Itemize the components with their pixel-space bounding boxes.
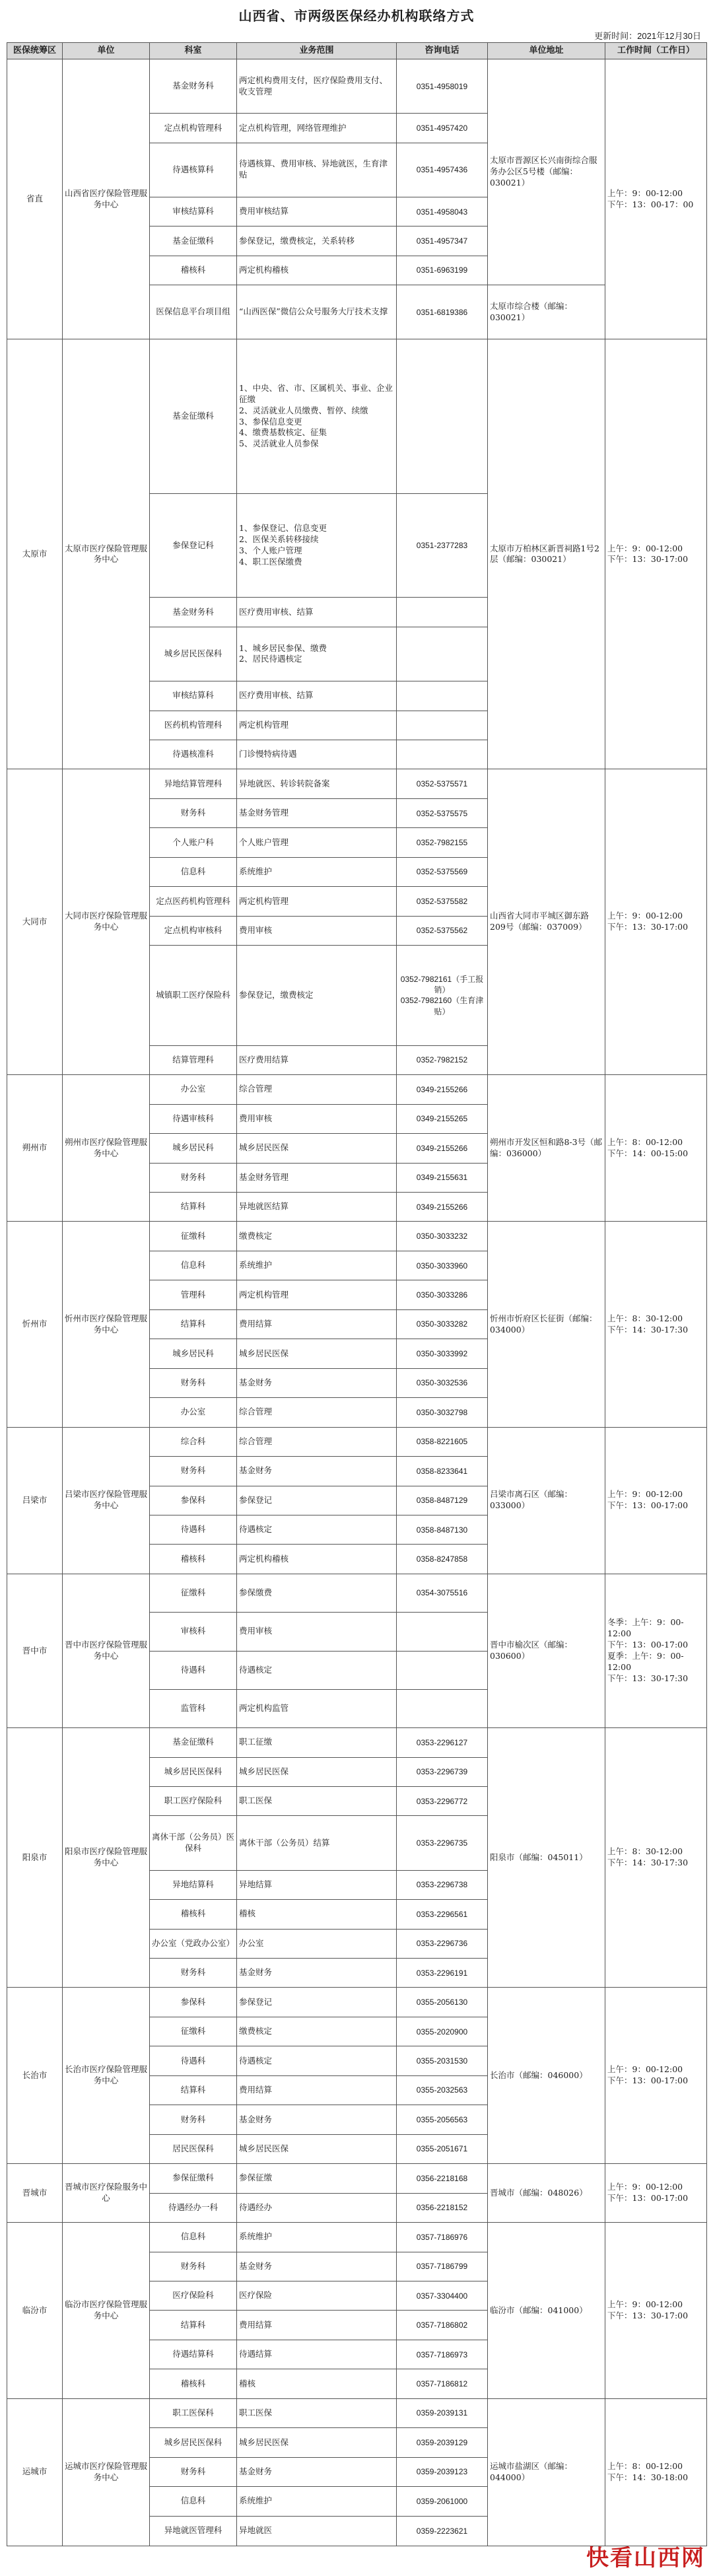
table-row xyxy=(7,2398,707,2427)
unit-cell: 临汾市医疗保险管理服务中心 xyxy=(63,2223,150,2399)
phone-cell: 0356-2218152 xyxy=(397,2193,488,2222)
table-body xyxy=(7,59,707,2546)
scope-cell: 医疗费用结算 xyxy=(237,1045,397,1074)
dept-cell: 结算科 xyxy=(150,1309,237,1339)
unit-cell: 太原市医疗保险管理服务中心 xyxy=(63,339,150,769)
phone-cell: 0353-2296735 xyxy=(397,1816,488,1870)
phone-cell: 0359-2039131 xyxy=(397,2398,488,2427)
phone-cell xyxy=(397,627,488,681)
phone-cell: 0351-6963199 xyxy=(397,256,488,285)
scope-cell: 职工医保 xyxy=(237,2398,397,2427)
hours-cell: 上午：9：00-12:00 下午：13：30-17:00 xyxy=(605,769,707,1075)
scope-cell: 两定机构管理 xyxy=(237,711,397,740)
dept-cell: 城乡居民医保科 xyxy=(150,2428,237,2457)
dept-cell: 待遇经办一科 xyxy=(150,2193,237,2222)
scope-cell: 职工征缴 xyxy=(237,1728,397,1757)
dept-cell: 异地就医管理科 xyxy=(150,2516,237,2546)
dept-cell: 财务科 xyxy=(150,1959,237,1988)
dept-cell: 财务科 xyxy=(150,1457,237,1486)
dept-cell: 征缴科 xyxy=(150,2017,237,2046)
region-cell: 阳泉市 xyxy=(7,1728,63,1988)
scope-cell: 个人账户管理 xyxy=(237,828,397,857)
dept-cell: 财务科 xyxy=(150,2457,237,2486)
scope-cell: 城乡居民医保 xyxy=(237,2134,397,2163)
phone-cell: 0352-7982155 xyxy=(397,828,488,857)
dept-cell: 基金财务科 xyxy=(150,59,237,114)
dept-cell: 征缴科 xyxy=(150,1574,237,1612)
scope-cell: 城乡居民医保 xyxy=(237,2428,397,2457)
scope-cell: 离休干部（公务员）结算 xyxy=(237,1816,397,1870)
address-cell: 晋中市榆次区（邮编：030600） xyxy=(488,1574,605,1727)
scope-cell: 费用审核 xyxy=(237,1104,397,1133)
phone-cell: 0355-2056130 xyxy=(397,1988,488,2017)
phone-cell: 0357-7186976 xyxy=(397,2223,488,2252)
phone-cell: 0355-2020900 xyxy=(397,2017,488,2046)
dept-cell: 待遇科 xyxy=(150,2046,237,2075)
phone-cell: 0353-2296736 xyxy=(397,1929,488,1958)
phone-cell: 0352-5375582 xyxy=(397,887,488,916)
dept-cell: 城乡居民医保科 xyxy=(150,1757,237,1786)
scope-cell: 参保登记 xyxy=(237,1486,397,1515)
scope-cell: 系统维护 xyxy=(237,857,397,886)
dept-cell: 信息科 xyxy=(150,2223,237,2252)
scope-cell: 医疗费用审核、结算 xyxy=(237,598,397,627)
dept-cell: 信息科 xyxy=(150,2487,237,2516)
table-header-row xyxy=(7,43,707,59)
phone-cell: 0354-3075516 xyxy=(397,1574,488,1612)
scope-cell: 职工医保 xyxy=(237,1787,397,1816)
region-cell: 运城市 xyxy=(7,2398,63,2546)
scope-cell: 异地就医结算 xyxy=(237,1193,397,1222)
dept-cell: 基金财务科 xyxy=(150,598,237,627)
hours-cell: 上午：9：00-12:00 下午：13：00-17:00 xyxy=(605,1988,707,2164)
update-time: 更新时间：2021年12月30日 xyxy=(594,31,701,41)
scope-cell: 参保登记，缴费核定 xyxy=(237,946,397,1046)
scope-cell: 参保征缴 xyxy=(237,2164,397,2193)
dept-cell: 监管科 xyxy=(150,1689,237,1727)
scope-cell: 定点机构管理，网络管理维护 xyxy=(237,114,397,143)
scope-cell: 基金财务 xyxy=(237,1457,397,1486)
unit-cell: 忻州市医疗保险管理服务中心 xyxy=(63,1222,150,1427)
scope-cell: 待遇核定 xyxy=(237,2046,397,2075)
dept-cell: 稽核科 xyxy=(150,1900,237,1929)
hours-cell: 上午：8：30-12:00 下午：14：30-17:30 xyxy=(605,1222,707,1427)
dept-cell: 基金征缴科 xyxy=(150,1728,237,1757)
phone-cell: 0353-2296772 xyxy=(397,1787,488,1816)
dept-cell: 财务科 xyxy=(150,2252,237,2281)
scope-cell: 基金财务 xyxy=(237,1959,397,1988)
address-cell: 晋城市（邮编：048026） xyxy=(488,2164,605,2223)
scope-cell: 系统维护 xyxy=(237,2487,397,2516)
dept-cell: 财务科 xyxy=(150,1368,237,1397)
phone-cell: 0358-8247858 xyxy=(397,1545,488,1574)
dept-cell: 待遇科 xyxy=(150,1651,237,1689)
header-cell: 单位地址 xyxy=(488,43,605,59)
scope-cell: 两定机构管理 xyxy=(237,887,397,916)
table-row xyxy=(7,2223,707,2252)
scope-cell: 综合管理 xyxy=(237,1398,397,1427)
dept-cell: 基金征缴科 xyxy=(150,226,237,256)
phone-cell: 0355-2051671 xyxy=(397,2134,488,2163)
watermark-logo: 快看山西网 xyxy=(586,2546,705,2571)
address-cell: 山西省大同市平城区御东路209号（邮编：037009） xyxy=(488,769,605,1075)
phone-cell: 0359-2061000 xyxy=(397,2487,488,2516)
scope-cell: 两定机构稽核 xyxy=(237,256,397,285)
dept-cell: 定点医药机构管理科 xyxy=(150,887,237,916)
region-cell: 省直 xyxy=(7,59,63,339)
phone-cell: 0349-2155266 xyxy=(397,1134,488,1163)
phone-cell: 0353-2296191 xyxy=(397,1959,488,1988)
scope-cell: 1、城乡居民参保、缴费 2、居民待遇核定 xyxy=(237,627,397,681)
phone-cell: 0352-7982152 xyxy=(397,1045,488,1074)
scope-cell: 费用审核结算 xyxy=(237,197,397,226)
unit-cell: 晋中市医疗保险管理服务中心 xyxy=(63,1574,150,1727)
scope-cell: 待遇结算 xyxy=(237,2340,397,2369)
region-cell: 晋城市 xyxy=(7,2164,63,2223)
dept-cell: 城乡居民医保科 xyxy=(150,627,237,681)
phone-cell: 0352-7982161（手工报销） 0352-7982160（生育津贴） xyxy=(397,946,488,1046)
scope-cell: 基金财务 xyxy=(237,2105,397,2134)
scope-cell: 稽核 xyxy=(237,1900,397,1929)
dept-cell: 医保信息平台项目组 xyxy=(150,285,237,339)
scope-cell: 费用结算 xyxy=(237,1309,397,1339)
dept-cell: 待遇科 xyxy=(150,1515,237,1545)
dept-cell: 稽核科 xyxy=(150,2369,237,2398)
dept-cell: 职工医保科 xyxy=(150,2398,237,2427)
address-cell: 朔州市开发区恒和路8-3号（邮编：036000） xyxy=(488,1075,605,1222)
region-cell: 大同市 xyxy=(7,769,63,1075)
scope-cell: 费用审核 xyxy=(237,1613,397,1651)
scope-cell: 待遇经办 xyxy=(237,2193,397,2222)
scope-cell: 1、参保登记、信息变更 2、医保关系转移接续 3、个人账户管理 4、职工医保缴费 xyxy=(237,493,397,598)
hours-cell: 上午：9：00-12:00 下午：13：30-17:00 xyxy=(605,339,707,769)
phone-cell xyxy=(397,1651,488,1689)
phone-cell: 0351-6819386 xyxy=(397,285,488,339)
dept-cell: 职工医疗保险科 xyxy=(150,1787,237,1816)
scope-cell: 参保登记，缴费核定，关系转移 xyxy=(237,226,397,256)
address-cell: 太原市综合楼（邮编：030021） xyxy=(488,285,605,339)
phone-cell: 0356-2218168 xyxy=(397,2164,488,2193)
phone-cell: 0358-8233641 xyxy=(397,1457,488,1486)
phone-cell: 0357-7186799 xyxy=(397,2252,488,2281)
phone-cell: 0350-3033960 xyxy=(397,1251,488,1280)
dept-cell: 审核结算科 xyxy=(150,681,237,711)
region-cell: 临汾市 xyxy=(7,2223,63,2399)
phone-cell: 0351-4957347 xyxy=(397,226,488,256)
table-row xyxy=(7,1222,707,1251)
scope-cell: 基金财务管理 xyxy=(237,1163,397,1192)
dept-cell: 医疗保险科 xyxy=(150,2281,237,2311)
unit-cell: 朔州市医疗保险管理服务中心 xyxy=(63,1075,150,1222)
dept-cell: 结算科 xyxy=(150,2311,237,2340)
phone-cell: 0357-7186802 xyxy=(397,2311,488,2340)
scope-cell: 异地结算 xyxy=(237,1870,397,1899)
hours-cell: 上午：8：00-12:00 下午：14：00-15:00 xyxy=(605,1075,707,1222)
dept-cell: 信息科 xyxy=(150,857,237,886)
phone-cell: 0351-4957436 xyxy=(397,143,488,197)
dept-cell: 财务科 xyxy=(150,1163,237,1192)
phone-cell: 0359-2039129 xyxy=(397,2428,488,2457)
unit-cell: 大同市医疗保险管理服务中心 xyxy=(63,769,150,1075)
scope-cell: 门诊慢特病待遇 xyxy=(237,740,397,769)
phone-cell: 0350-3032536 xyxy=(397,1368,488,1397)
phone-cell: 0355-2056563 xyxy=(397,2105,488,2134)
region-cell: 晋中市 xyxy=(7,1574,63,1727)
hours-cell: 上午：8：30-12:00 下午：14：30-17:30 xyxy=(605,1728,707,1988)
dept-cell: 稽核科 xyxy=(150,256,237,285)
dept-cell: 异地结算管理科 xyxy=(150,769,237,798)
dept-cell: 办公室 xyxy=(150,1075,237,1104)
phone-cell xyxy=(397,598,488,627)
scope-cell: 费用结算 xyxy=(237,2311,397,2340)
scope-cell: 参保缴费 xyxy=(237,1574,397,1612)
scope-cell: 医疗费用审核、结算 xyxy=(237,681,397,711)
dept-cell: 定点机构审核科 xyxy=(150,916,237,945)
hours-cell: 上午：8：00-12:00 下午：14：30-18:00 xyxy=(605,2398,707,2546)
unit-cell: 阳泉市医疗保险管理服务中心 xyxy=(63,1728,150,1988)
phone-cell: 0351-4958019 xyxy=(397,59,488,114)
scope-cell: 基金财务 xyxy=(237,1368,397,1397)
phone-cell: 0351-2377283 xyxy=(397,493,488,598)
phone-cell xyxy=(397,1613,488,1651)
dept-cell: 待遇审核科 xyxy=(150,1104,237,1133)
phone-cell: 0355-2031530 xyxy=(397,2046,488,2075)
scope-cell: 1、中央、省、市、区属机关、事业、企业征缴 2、灵活就业人员缴费、暂停、续缴 3、参保信息变更 4、缴费基数核定、征集 5、灵活就业人员参保 xyxy=(237,339,397,493)
phone-cell: 0349-2155265 xyxy=(397,1104,488,1133)
table-row xyxy=(7,1988,707,2017)
address-cell: 吕梁市离石区（邮编：033000） xyxy=(488,1427,605,1574)
dept-cell: 离休干部（公务员）医保科 xyxy=(150,1816,237,1870)
table-row xyxy=(7,1728,707,1757)
phone-cell: 0351-4957420 xyxy=(397,114,488,143)
dept-cell: 医药机构管理科 xyxy=(150,711,237,740)
unit-cell: 长治市医疗保险管理服务中心 xyxy=(63,1988,150,2164)
region-cell: 吕梁市 xyxy=(7,1427,63,1574)
hours-cell: 上午：9：00-12:00 下午：13：00-17:00 xyxy=(605,1427,707,1574)
phone-cell: 0352-5375562 xyxy=(397,916,488,945)
phone-cell: 0357-7186812 xyxy=(397,2369,488,2398)
scope-cell: 参保登记 xyxy=(237,1988,397,2017)
scope-cell: 待遇核定 xyxy=(237,1651,397,1689)
phone-cell xyxy=(397,1689,488,1727)
dept-cell: 城乡居民科 xyxy=(150,1339,237,1368)
header-cell: 医保统筹区 xyxy=(7,43,63,59)
dept-cell: 待遇结算科 xyxy=(150,2340,237,2369)
scope-cell: 异地就医 xyxy=(237,2516,397,2546)
unit-cell: 山西省医疗保险管理服务中心 xyxy=(63,59,150,339)
header-cell: 工作时间（工作日） xyxy=(605,43,707,59)
phone-cell: 0352-5375569 xyxy=(397,857,488,886)
scope-cell: 两定机构管理 xyxy=(237,1280,397,1309)
address-cell: 太原市万柏林区新晋祠路1号2层（邮编：030021） xyxy=(488,339,605,769)
header-cell: 业务范围 xyxy=(237,43,397,59)
dept-cell: 待遇核算科 xyxy=(150,143,237,197)
phone-cell: 0350-3033992 xyxy=(397,1339,488,1368)
scope-cell: 缴费核定 xyxy=(237,2017,397,2046)
phone-cell: 0350-3033232 xyxy=(397,1222,488,1251)
region-cell: 太原市 xyxy=(7,339,63,769)
region-cell: 忻州市 xyxy=(7,1222,63,1427)
scope-cell: 综合管理 xyxy=(237,1075,397,1104)
table-row xyxy=(7,2164,707,2193)
phone-cell: 0357-3304400 xyxy=(397,2281,488,2311)
address-cell: 阳泉市（邮编：045011） xyxy=(488,1728,605,1988)
phone-cell: 0355-2032563 xyxy=(397,2075,488,2105)
phone-cell: 0353-2296561 xyxy=(397,1900,488,1929)
dept-cell: 财务科 xyxy=(150,2105,237,2134)
header-cell: 科室 xyxy=(150,43,237,59)
phone-cell: 0353-2296127 xyxy=(397,1728,488,1757)
dept-cell: 财务科 xyxy=(150,798,237,827)
scope-cell: 系统维护 xyxy=(237,1251,397,1280)
phone-cell: 0351-4958043 xyxy=(397,197,488,226)
address-cell: 运城市盐湖区（邮编：044000） xyxy=(488,2398,605,2546)
dept-cell: 参保科 xyxy=(150,1486,237,1515)
scope-cell: 异地就医、转诊转院备案 xyxy=(237,769,397,798)
phone-cell: 0357-7186973 xyxy=(397,2340,488,2369)
scope-cell: 两定机构监管 xyxy=(237,1689,397,1727)
scope-cell: “山西医保”微信公众号服务大厅技术支撑 xyxy=(237,285,397,339)
dept-cell: 办公室 xyxy=(150,1398,237,1427)
phone-cell: 0358-8487130 xyxy=(397,1515,488,1545)
dept-cell: 参保征缴科 xyxy=(150,2164,237,2193)
dept-cell: 城乡居民科 xyxy=(150,1134,237,1163)
scope-cell: 稽核 xyxy=(237,2369,397,2398)
page-title: 山西省、市两级医保经办机构联络方式 xyxy=(238,8,475,24)
scope-cell: 医疗保险 xyxy=(237,2281,397,2311)
phone-cell: 0353-2296739 xyxy=(397,1757,488,1786)
phone-cell: 0352-5375571 xyxy=(397,769,488,798)
phone-cell: 0358-8221605 xyxy=(397,1427,488,1456)
unit-cell: 吕梁市医疗保险管理服务中心 xyxy=(63,1427,150,1574)
scope-cell: 城乡居民医保 xyxy=(237,1339,397,1368)
dept-cell: 信息科 xyxy=(150,1251,237,1280)
phone-cell: 0359-2039123 xyxy=(397,2457,488,2486)
table-row xyxy=(7,1075,707,1104)
dept-cell: 异地结算科 xyxy=(150,1870,237,1899)
phone-cell xyxy=(397,740,488,769)
phone-cell: 0349-2155266 xyxy=(397,1075,488,1104)
scope-cell: 综合管理 xyxy=(237,1427,397,1456)
scope-cell: 办公室 xyxy=(237,1929,397,1958)
scope-cell: 缴费核定 xyxy=(237,1222,397,1251)
scope-cell: 城乡居民医保 xyxy=(237,1757,397,1786)
address-cell: 忻州市忻府区长征街（邮编：034000） xyxy=(488,1222,605,1427)
dept-cell: 审核结算科 xyxy=(150,197,237,226)
phone-cell: 0352-5375575 xyxy=(397,798,488,827)
scope-cell: 基金财务 xyxy=(237,2457,397,2486)
address-cell: 长治市（邮编：046000） xyxy=(488,1988,605,2164)
dept-cell: 稽核科 xyxy=(150,1545,237,1574)
dept-cell: 参保登记科 xyxy=(150,493,237,598)
contact-table xyxy=(7,42,707,2546)
dept-cell: 居民医保科 xyxy=(150,2134,237,2163)
scope-cell: 两定机构稽核 xyxy=(237,1545,397,1574)
phone-cell: 0350-3033286 xyxy=(397,1280,488,1309)
hours-cell: 上午：9：00-12:00 下午：13：00-17：00 xyxy=(605,59,707,339)
scope-cell: 待遇核算、费用审核、异地就医，生育津贴 xyxy=(237,143,397,197)
dept-cell: 管理科 xyxy=(150,1280,237,1309)
dept-cell: 综合科 xyxy=(150,1427,237,1456)
table-row xyxy=(7,1574,707,1612)
dept-cell: 待遇核准科 xyxy=(150,740,237,769)
unit-cell: 运城市医疗保险管理服务中心 xyxy=(63,2398,150,2546)
dept-cell: 基金征缴科 xyxy=(150,339,237,493)
header-cell: 单位 xyxy=(63,43,150,59)
table-row xyxy=(7,769,707,798)
table-row xyxy=(7,59,707,114)
header-cell: 咨询电话 xyxy=(397,43,488,59)
dept-cell: 征缴科 xyxy=(150,1222,237,1251)
phone-cell: 0349-2155631 xyxy=(397,1163,488,1192)
dept-cell: 办公室（党政办公室） xyxy=(150,1929,237,1958)
scope-cell: 费用审核 xyxy=(237,916,397,945)
address-cell: 太原市晋源区长兴南街综合服务办公区5号楼（邮编：030021） xyxy=(488,59,605,285)
phone-cell: 0349-2155266 xyxy=(397,1193,488,1222)
phone-cell xyxy=(397,711,488,740)
scope-cell: 基金财务 xyxy=(237,2252,397,2281)
scope-cell: 城乡居民医保 xyxy=(237,1134,397,1163)
phone-cell: 0358-8487129 xyxy=(397,1486,488,1515)
scope-cell: 待遇核定 xyxy=(237,1515,397,1545)
region-cell: 朔州市 xyxy=(7,1075,63,1222)
dept-cell: 定点机构管理科 xyxy=(150,114,237,143)
scope-cell: 基金财务管理 xyxy=(237,798,397,827)
address-cell: 临汾市（邮编：041000） xyxy=(488,2223,605,2399)
hours-cell: 冬季：上午：9：00-12:00 下午：13：00-17:00 夏季：上午：9：00-12:00 下午：13：30-17:30 xyxy=(605,1574,707,1727)
table-row xyxy=(7,1427,707,1456)
dept-cell: 审核科 xyxy=(150,1613,237,1651)
table-row xyxy=(7,339,707,493)
dept-cell: 个人账户科 xyxy=(150,828,237,857)
phone-cell xyxy=(397,339,488,493)
hours-cell: 上午：9：00-12:00 下午：13：30-17:00 xyxy=(605,2223,707,2399)
scope-cell: 系统维护 xyxy=(237,2223,397,2252)
dept-cell: 城镇职工医疗保险科 xyxy=(150,946,237,1046)
phone-cell: 0350-3032798 xyxy=(397,1398,488,1427)
unit-cell: 晋城市医疗保险服务中心 xyxy=(63,2164,150,2223)
dept-cell: 结算科 xyxy=(150,1193,237,1222)
scope-cell: 费用结算 xyxy=(237,2075,397,2105)
phone-cell: 0359-2223621 xyxy=(397,2516,488,2546)
phone-cell: 0353-2296738 xyxy=(397,1870,488,1899)
dept-cell: 结算管理科 xyxy=(150,1045,237,1074)
dept-cell: 结算科 xyxy=(150,2075,237,2105)
hours-cell: 上午：9：00-12:00 下午：13：00-17:00 xyxy=(605,2164,707,2223)
phone-cell xyxy=(397,681,488,711)
region-cell: 长治市 xyxy=(7,1988,63,2164)
dept-cell: 参保科 xyxy=(150,1988,237,2017)
scope-cell: 两定机构费用支付，医疗保险费用支付、收支管理 xyxy=(237,59,397,114)
phone-cell: 0350-3033282 xyxy=(397,1309,488,1339)
